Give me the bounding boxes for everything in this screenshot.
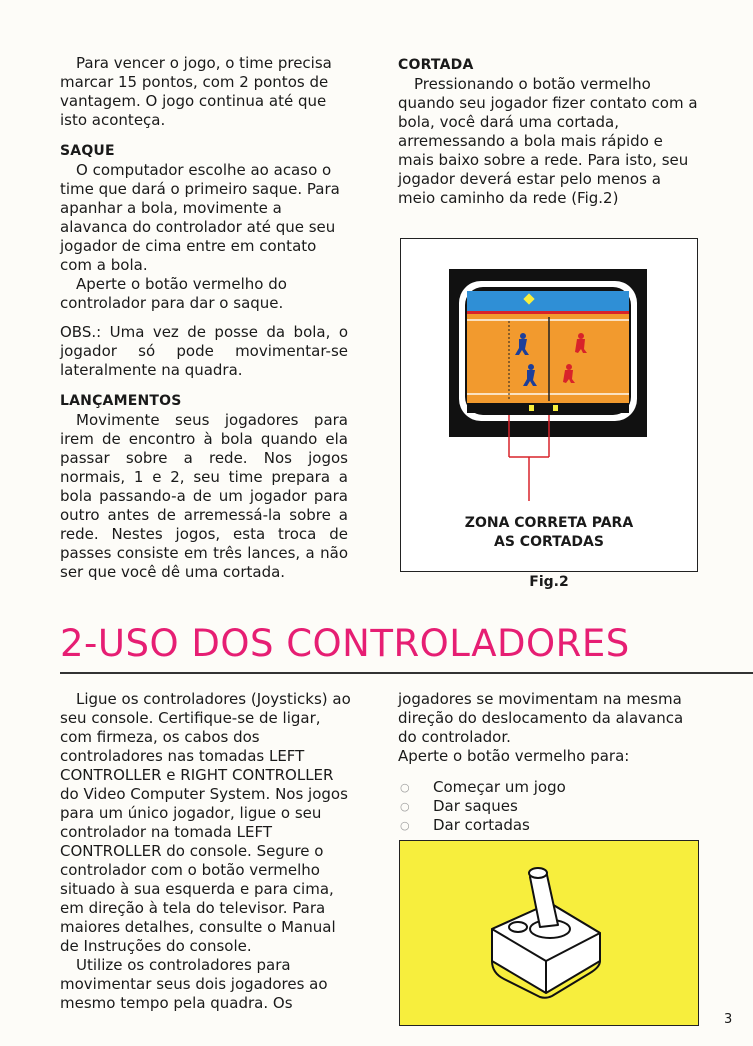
section-right-paragraph-2: Aperte o botão vermelho para:	[398, 747, 630, 765]
action-list	[398, 778, 698, 835]
joystick-icon	[400, 841, 698, 1025]
section-right-paragraph-1: jogadores se movimentam na mesma direção do deslocamento da alavanca do controlador.	[398, 690, 684, 746]
zone-label-line-1: ZONA CORRETA PARA	[464, 515, 634, 531]
joystick-illustration-box	[399, 840, 699, 1026]
score-bar	[467, 403, 629, 413]
left-column	[60, 54, 348, 582]
figure-2-box	[400, 238, 698, 572]
cortada-paragraph: Pressionando o botão vermelho quando seu jogador fizer contato com a bola, você dará uma cortada, arremessando a bola mais rápido e mais baixo sobre a rede. Para isto, seu jogador deverá estar pelo menos a meio caminho da rede (Fig.2)	[398, 75, 698, 207]
list-item: ○ Dar saques	[400, 797, 518, 815]
cortada-heading: CORTADA	[398, 57, 474, 73]
right-column	[398, 56, 698, 208]
figure-caption: Fig.2	[529, 574, 569, 590]
list-item: ○ Dar cortadas	[400, 816, 530, 834]
page-number: 3	[724, 1012, 733, 1027]
obs-paragraph: OBS.: Uma vez de posse da bola, o jogador só pode movimentar-se lateralmente na quadra.	[60, 323, 348, 379]
saque-paragraph-1: O computador escolhe ao acaso o time que dará o primeiro saque. Para apanhar a bola, movimente a alavanca do controlador até que seu jogador de cima entre em contato com a bola.	[60, 161, 340, 274]
section-title: 2-USO DOS CONTROLADORES	[60, 622, 630, 665]
zone-label-line-2: AS CORTADAS	[494, 534, 604, 550]
bullet-icon: ○	[400, 800, 410, 813]
lancamentos-paragraph: Movimente seus jogadores para irem de encontro à bola quando ela passar sobre a rede. Nos jogos normais, 1 e 2, seu time prepara a bola passando-a de um jogador para outro antes de arremessá-la sobre a rede. Nestes jogos, esta troca de passes consiste em três lances, a não ser que você dê uma cortada.	[60, 411, 348, 581]
intro-paragraph: Para vencer o jogo, o time precisa marcar 15 pontos, com 2 pontos de vantagem. O jogo continua até que isto aconteça.	[60, 54, 332, 129]
section-left-paragraph-1: Ligue os controladores (Joysticks) ao seu console. Certifique-se de ligar, com firmeza, os cabos dos controladores nas tomadas LEFT CONTROLLER e RIGHT CONTROLLER do Video Computer System. Nos jogos para um único jogador, ligue o seu controlador na tomada LEFT CONTROLLER do console. Segure o controlador com o botão vermelho situado à sua esquerda e para cima, em direção à tela do televisor. Para maiores detalhes, consulte o Manual de Instruções do console.	[60, 690, 351, 955]
court-floor	[467, 311, 629, 403]
lancamentos-heading: LANÇAMENTOS	[60, 393, 182, 409]
bullet-icon: ○	[400, 819, 410, 832]
bullet-icon: ○	[400, 781, 410, 794]
saque-heading: SAQUE	[60, 143, 115, 159]
section-right-column	[398, 690, 698, 835]
saque-paragraph-2: Aperte o botão vermelho do controlador para dar o saque.	[60, 275, 287, 312]
court-sky	[467, 291, 629, 311]
section-left-column	[60, 690, 352, 1013]
zone-label	[401, 514, 697, 552]
section-divider	[60, 672, 753, 674]
list-item: ○ Começar um jogo	[400, 778, 566, 796]
section-left-paragraph-2: Utilize os controladores para movimentar seus dois jogadores ao mesmo tempo pela quadra. Os	[60, 956, 328, 1012]
